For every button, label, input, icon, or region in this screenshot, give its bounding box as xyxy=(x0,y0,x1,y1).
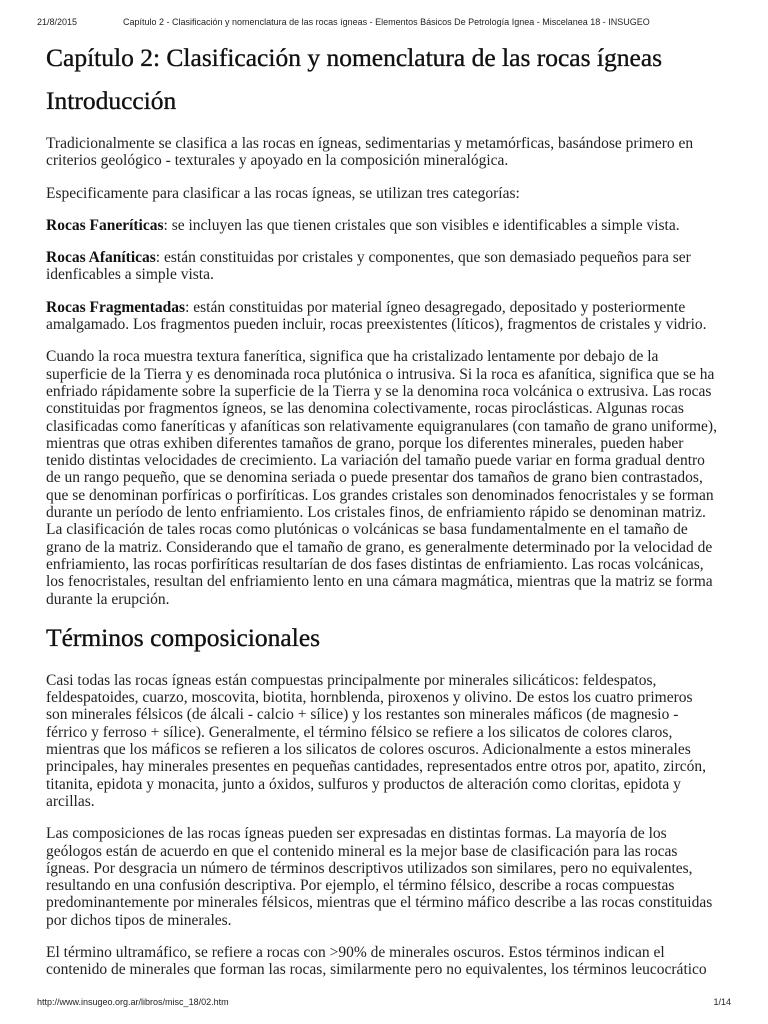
text-line: contenido de minerales que forman las rocas, similarmente pero no equivalentes, los términos leucocrático xyxy=(46,961,707,979)
text-line: constituidas por fragmentos ígneos, se las denomina colectivamente, rocas piroclásticas. Algunas rocas xyxy=(46,400,684,418)
text-line: Las composiciones de las rocas ígneas pueden ser expresadas en distintas formas. La mayoría de los xyxy=(46,825,667,843)
text-line: grano de la matriz. Considerando que el tamaño de grano, es generalmente determinado por la velocidad de xyxy=(46,538,713,556)
content-section xyxy=(46,623,736,979)
content-section xyxy=(46,86,736,608)
text-line: criterios geológico - texturales y apoyado en la composición mineralógica. xyxy=(46,152,509,170)
body-paragraph xyxy=(46,944,736,979)
text-line: clasificadas como faneríticas y afaníticas son relativamente equigranulares (con tamaño de grano uniforme), xyxy=(46,417,717,435)
definition-paragraph xyxy=(46,217,736,234)
body-paragraph xyxy=(46,135,736,170)
text-line: titanita, epidota y monacita, junto a óxidos, sulfuros y productos de alteración como cloritas, epidota y xyxy=(46,775,681,793)
text-line: tenido distintas velocidades de crecimiento. La variación del tamaño puede variar en forma gradual dentro xyxy=(46,452,705,470)
text-line: resultando en una confusión descriptiva. Por ejemplo, el término félsico, describe a rocas compuestas xyxy=(46,877,675,895)
definition-paragraph xyxy=(46,249,736,284)
text-line: durante la erupción. xyxy=(46,590,170,608)
text-line: mientras que otras exhiben diferentes tamaños de grano, porque los diferentes minerales, pueden haber xyxy=(46,434,684,452)
term-label: Rocas Faneríticas xyxy=(46,216,164,234)
content-sections xyxy=(46,86,736,979)
text-line xyxy=(46,217,736,234)
print-header xyxy=(37,15,731,29)
text-line: enfriado rápidamente sobre la superficie de la Tierra y se la denomina roca volcánica o extrusiva. Las rocas xyxy=(46,382,712,400)
term-definition-text: : están constituidas por material ígneo desagregado, depositado y posteriormente xyxy=(185,298,686,316)
text-line: Cuando la roca muestra textura fanerítica, significa que ha cristalizado lentamente por debajo de la xyxy=(46,348,659,366)
term-definition-text: : están constituidas por cristales y componentes, que son demasiado pequeños para ser xyxy=(155,249,691,267)
text-line: Casi todas las rocas ígneas están compuestas principalmente por minerales silicáticos: feldespatos, xyxy=(46,671,657,689)
text-line: predominantemente por minerales félsicos, mientras que el término máfico describe a las rocas constituidas xyxy=(46,894,713,912)
text-line xyxy=(46,299,736,316)
article-body xyxy=(46,43,736,994)
text-line: que se denominan porfíricas o porfiríticas. Los grandes cristales son denominados fenocristales y se forman xyxy=(46,486,714,504)
text-line: durante un período de lento enfriamiento. Los cristales finos, de enfriamiento rápido se denominan matriz. xyxy=(46,504,706,522)
print-footer-url: http://www.insugeo.org.ar/libros/misc_18/02.htm xyxy=(37,997,229,1007)
text-line: amalgamado. Los fragmentos pueden incluir, rocas preexistentes (líticos), fragmentos de cristales y vidrio. xyxy=(46,316,707,334)
body-paragraph xyxy=(46,825,736,929)
body-paragraph xyxy=(46,348,736,607)
body-paragraph xyxy=(46,185,736,202)
section-heading: Términos composicionales xyxy=(46,622,321,652)
text-line: feldespatoides, cuarzo, moscovita, biotita, hornblenda, piroxenos y olivino. De estos los cuatro primeros xyxy=(46,689,693,707)
text-line: La clasificación de tales rocas como plutónicas o volcánicas se basa fundamentalmente en el tamaño de xyxy=(46,521,688,539)
page-title: Capítulo 2: Clasificación y nomenclatura de las rocas ígneas xyxy=(46,43,663,72)
section-heading: Introducción xyxy=(46,86,177,115)
body-paragraph xyxy=(46,672,736,810)
text-line: ígneas. Por desgracia un número de términos descriptivos utilizados son similares, pero no equivalentes, xyxy=(46,859,693,877)
text-line: mientras que los máficos se refieren a los silicatos de colores oscuros. Adicionalmente a estos minerales xyxy=(46,741,691,759)
text-line: por dichos tipos de minerales. xyxy=(46,911,232,929)
text-line: de un rango pequeño, que se denomina seriada o puede presentar dos tamaños de grano bien contrastados, xyxy=(46,469,703,487)
print-footer-page-number: 1/14 xyxy=(713,997,731,1007)
text-line: Tradicionalmente se clasifica a las rocas en ígneas, sedimentarias y metamórficas, basándose primero en xyxy=(46,135,694,152)
text-line: enfriamiento, las rocas porfiríticas resultarían de dos fases distintas de enfriamiento. Las rocas volcánicas, xyxy=(46,555,704,573)
term-label: Rocas Afaníticas xyxy=(46,249,156,267)
text-line: superficie de la Tierra y es denominada roca plutónica o intrusiva. Si la roca es afanítica, significa que se ha xyxy=(46,365,715,383)
text-line: los fenocristales, resultan del enfriamiento lento en una cámara magmática, mientras que la matriz se forma xyxy=(46,573,713,591)
text-line: son minerales félsicos (de álcali - calcio + sílice) y los restantes son minerales máficos (de magnesio - xyxy=(46,706,679,724)
text-line: principales, hay minerales presentes en pequeñas cantidades, representados entre otros por, apatito, zircón, xyxy=(46,758,707,776)
text-line: arcillas. xyxy=(46,792,95,810)
term-definition-text: : se incluyen las que tienen cristales que son visibles e identificables a simple vista. xyxy=(163,216,680,234)
print-footer xyxy=(37,995,731,1009)
text-line: idenficables a simple vista. xyxy=(46,266,214,284)
text-line xyxy=(46,249,736,266)
print-header-date: 21/8/2015 xyxy=(37,17,78,27)
text-line: geólogos están de acuerdo en que el contenido mineral es la mejor base de clasificación para las rocas xyxy=(46,842,678,860)
text-line: férrico y ferroso + sílice). Generalmente, el término félsico se refiere a los silicatos de colores claros, xyxy=(46,723,673,741)
text-line: Especificamente para clasificar a las rocas ígneas, se utilizan tres categorías: xyxy=(46,184,520,202)
print-header-title: Capítulo 2 - Clasificación y nomenclatura de las rocas ígneas - Elementos Básicos De Petrología Ignea - Miscelanea 18 - INSUGEO xyxy=(123,17,650,27)
term-label: Rocas Fragmentadas xyxy=(46,298,186,316)
definition-paragraph xyxy=(46,299,736,334)
text-line: El término ultramáfico, se refiere a rocas con >90% de minerales oscuros. Estos términos indican el xyxy=(46,943,665,961)
